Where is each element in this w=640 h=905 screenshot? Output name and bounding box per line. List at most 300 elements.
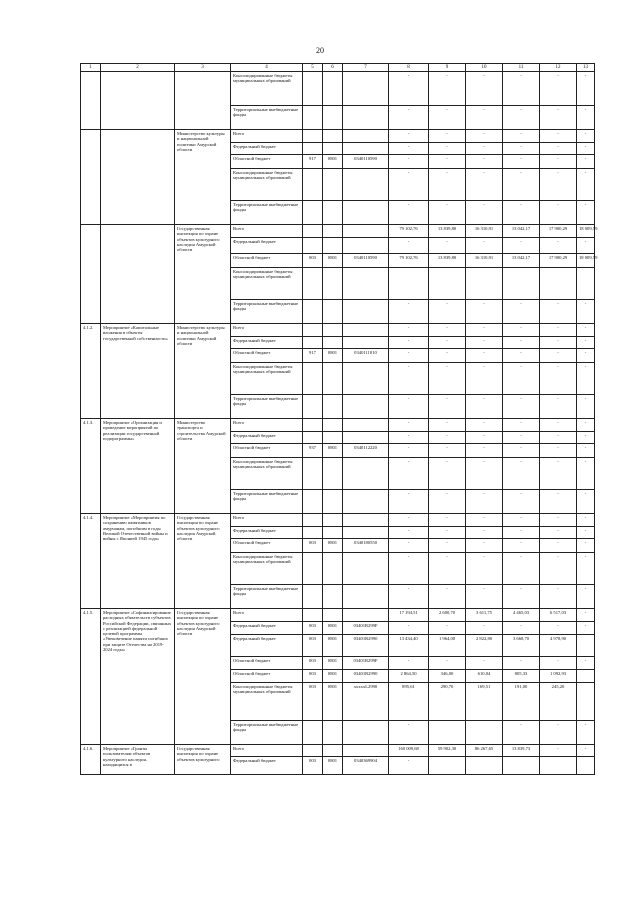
amount-cell: -	[503, 300, 540, 324]
amount-cell: 3 668,70	[503, 635, 540, 657]
amount-cell: -	[429, 527, 466, 539]
budget-table	[80, 63, 598, 775]
amount-cell: -	[389, 757, 429, 775]
amount-cell: 13 839,80	[429, 254, 466, 268]
event-number-cell	[81, 130, 101, 225]
amount-cell: -	[503, 349, 540, 363]
column-header: 1	[81, 64, 101, 72]
budget-code-cell	[343, 337, 389, 349]
amount-cell: -	[503, 458, 540, 490]
column-header: 5	[303, 64, 323, 72]
amount-cell: -	[503, 169, 540, 201]
amount-cell: 18 009,59	[577, 254, 595, 268]
budget-code-cell	[303, 609, 323, 622]
funding-source-label: Всего	[231, 514, 303, 527]
amount-cell: -	[577, 444, 595, 458]
budget-code-cell	[323, 201, 343, 225]
amount-cell: -	[429, 395, 466, 419]
column-header: 8	[389, 64, 429, 72]
amount-cell: -	[429, 419, 466, 432]
funding-source-label: Территориальные внебюджетные фонды	[231, 395, 303, 419]
budget-code-cell	[303, 527, 323, 539]
amount-cell: -	[503, 553, 540, 585]
amount-cell: -	[466, 201, 503, 225]
column-header: 2	[101, 64, 175, 72]
amount-cell: -	[577, 527, 595, 539]
budget-code-cell	[323, 585, 343, 609]
budget-code-cell	[343, 458, 389, 490]
amount-cell: 13 839,73	[503, 745, 540, 757]
event-name-cell: Мероприятие «Гранты пользователям объектов культурного наследия, находящихся в	[101, 745, 175, 775]
amount-cell: -	[577, 419, 595, 432]
budget-code-cell	[323, 72, 343, 106]
funding-source-label: Консолидированные бюджеты муниципальных образований	[231, 363, 303, 395]
funding-source-label: Территориальные внебюджетные фонды	[231, 585, 303, 609]
budget-code-cell	[343, 419, 389, 432]
amount-cell: -	[429, 143, 466, 155]
amount-cell: -	[577, 363, 595, 395]
funding-source-label: Всего	[231, 745, 303, 757]
amount-cell: -	[503, 155, 540, 169]
amount-cell: -	[540, 622, 577, 635]
amount-cell: 79 102,76	[389, 225, 429, 238]
amount-cell: -	[389, 169, 429, 201]
budget-code-cell	[343, 490, 389, 514]
amount-cell: -	[389, 553, 429, 585]
amount-cell: -	[466, 349, 503, 363]
amount-cell: -	[540, 130, 577, 143]
amount-cell: -	[389, 444, 429, 458]
budget-code-cell	[323, 514, 343, 527]
amount-cell: 13 042,17	[503, 254, 540, 268]
amount-cell: -	[466, 363, 503, 395]
amount-cell: 1 092,93	[540, 670, 577, 683]
funding-source-label: Консолидированные бюджеты муниципальных образований	[231, 683, 303, 721]
budget-code-cell	[323, 337, 343, 349]
amount-cell	[577, 683, 595, 721]
amount-cell: -	[577, 324, 595, 337]
funding-source-label: Территориальные внебюджетные фонды	[231, 106, 303, 130]
amount-cell: 17 900,29	[540, 254, 577, 268]
amount-cell: -	[429, 432, 466, 444]
event-name-cell	[101, 130, 175, 225]
amount-cell	[577, 670, 595, 683]
amount-cell	[429, 757, 466, 775]
amount-cell: -	[503, 432, 540, 444]
amount-cell: -	[540, 395, 577, 419]
budget-code-cell	[323, 490, 343, 514]
amount-cell: 3 611,75	[466, 609, 503, 622]
amount-cell: -	[503, 490, 540, 514]
amount-cell: -	[466, 155, 503, 169]
budget-code-cell: 0801	[323, 635, 343, 657]
amount-cell: -	[540, 72, 577, 106]
amount-cell: -	[389, 432, 429, 444]
amount-cell: -	[389, 458, 429, 490]
amount-cell	[577, 268, 595, 300]
amount-cell: -	[429, 539, 466, 553]
amount-cell: -	[389, 585, 429, 609]
amount-cell: -	[540, 337, 577, 349]
amount-cell: -	[540, 363, 577, 395]
amount-cell	[466, 757, 503, 775]
budget-code-cell: xxxxxL2990	[343, 683, 389, 721]
column-header: 3	[175, 64, 231, 72]
amount-cell	[429, 721, 466, 745]
budget-code-cell	[323, 225, 343, 238]
budget-code-cell	[343, 130, 389, 143]
budget-code-cell: 0340369904	[343, 757, 389, 775]
budget-code-cell: 917	[303, 349, 323, 363]
amount-cell: 13 434,40	[389, 635, 429, 657]
amount-cell: -	[503, 419, 540, 432]
amount-cell: 2 600,70	[429, 609, 466, 622]
amount-cell: -	[577, 130, 595, 143]
amount-cell: -	[389, 514, 429, 527]
amount-cell: -	[466, 324, 503, 337]
amount-cell: -	[503, 539, 540, 553]
budget-code-cell	[303, 337, 323, 349]
funding-source-label: Областной бюджет	[231, 254, 303, 268]
amount-cell: -	[503, 72, 540, 106]
amount-cell: -	[389, 72, 429, 106]
amount-cell: -	[429, 553, 466, 585]
amount-cell: 346,00	[429, 670, 466, 683]
budget-code-cell	[343, 395, 389, 419]
budget-code-cell: 0801	[323, 757, 343, 775]
amount-cell: -	[389, 527, 429, 539]
funding-source-label: Консолидированные бюджеты муниципальных образований	[231, 458, 303, 490]
amount-cell: -	[577, 609, 595, 622]
executor-cell: Министерство транспорта и строительства Амурской области	[175, 419, 231, 514]
amount-cell: -	[466, 337, 503, 349]
budget-code-cell: 03401R299F	[343, 622, 389, 635]
amount-cell: -	[389, 419, 429, 432]
amount-cell: -	[540, 490, 577, 514]
table-row	[81, 745, 595, 757]
funding-source-label: Территориальные внебюджетные фонды	[231, 490, 303, 514]
amount-cell: 191,00	[503, 683, 540, 721]
budget-code-cell	[303, 553, 323, 585]
amount-cell: 4 978,90	[540, 635, 577, 657]
amount-cell: -	[503, 395, 540, 419]
budget-code-cell: 003	[303, 539, 323, 553]
amount-cell: -	[577, 337, 595, 349]
amount-cell: -	[540, 585, 577, 609]
budget-code-cell	[343, 432, 389, 444]
funding-source-label: Консолидированные бюджеты муниципальных образований	[231, 268, 303, 300]
budget-code-cell: 03401R299F	[343, 657, 389, 670]
amount-cell: 895,61	[389, 683, 429, 721]
event-number-cell: 4.1.6.	[81, 745, 101, 775]
budget-code-cell: 003	[303, 635, 323, 657]
event-name-cell: Мероприятие «Софинансирование расходных обязательств субъектов Российской Федерации, связанных с реализацией федеральной целевой программы «Увековечение памяти погибших при защите Отечества на 2019-2024 годы»	[101, 609, 175, 745]
amount-cell: -	[577, 553, 595, 585]
column-header: 4	[231, 64, 303, 72]
amount-cell: -	[503, 106, 540, 130]
amount-cell: -	[540, 238, 577, 254]
event-number-cell	[81, 225, 101, 324]
amount-cell	[577, 757, 595, 775]
amount-cell: -	[429, 622, 466, 635]
amount-cell: -	[389, 657, 429, 670]
budget-code-cell: 0801	[323, 683, 343, 721]
amount-cell: -	[389, 721, 429, 745]
amount-cell: -	[466, 585, 503, 609]
amount-cell: -	[540, 201, 577, 225]
event-name-cell: Мероприятие «Капитальные вложения в объекты государственной собственности»	[101, 324, 175, 419]
budget-code-cell	[323, 130, 343, 143]
budget-code-cell: 003	[303, 670, 323, 683]
budget-code-cell: 0801	[323, 254, 343, 268]
amount-cell: -	[466, 395, 503, 419]
amount-cell: 17 900,29	[540, 225, 577, 238]
column-header: 6	[323, 64, 343, 72]
amount-cell: -	[429, 324, 466, 337]
budget-code-cell	[303, 490, 323, 514]
funding-source-label: Областной бюджет	[231, 349, 303, 363]
budget-code-cell	[343, 721, 389, 745]
amount-cell: 169,51	[466, 683, 503, 721]
amount-cell: -	[429, 349, 466, 363]
amount-cell: -	[389, 324, 429, 337]
budget-code-cell: 0801	[323, 155, 343, 169]
budget-code-cell: 0801	[323, 670, 343, 683]
table-row	[81, 72, 595, 106]
budget-code-cell	[343, 745, 389, 757]
event-number-cell: 4.1.4.	[81, 514, 101, 609]
budget-code-cell	[343, 72, 389, 106]
funding-source-label: Федеральный бюджет	[231, 622, 303, 635]
amount-cell: -	[577, 490, 595, 514]
amount-cell: -	[540, 444, 577, 458]
budget-code-cell	[303, 721, 323, 745]
budget-code-cell: 0340110590	[343, 155, 389, 169]
amount-cell: -	[503, 324, 540, 337]
amount-cell: -	[389, 395, 429, 419]
budget-code-cell	[323, 419, 343, 432]
amount-cell: -	[577, 657, 595, 670]
funding-source-label: Консолидированные бюджеты муниципальных образований	[231, 553, 303, 585]
budget-code-cell	[303, 458, 323, 490]
amount-cell	[503, 757, 540, 775]
budget-code-cell	[343, 300, 389, 324]
budget-code-cell	[323, 395, 343, 419]
budget-code-cell	[323, 324, 343, 337]
amount-cell: -	[429, 490, 466, 514]
column-header: 7	[343, 64, 389, 72]
amount-cell: 17 194,51	[389, 609, 429, 622]
amount-cell	[429, 268, 466, 300]
budget-code-cell	[303, 324, 323, 337]
event-name-cell	[101, 225, 175, 324]
budget-code-cell: 03401R2990	[343, 670, 389, 683]
executor-cell: Государственная инспекция по охране объектов культурного наследия Амурской области	[175, 225, 231, 324]
executor-cell: Министерство культуры и национальной политики Амурской области	[175, 130, 231, 225]
amount-cell: -	[429, 657, 466, 670]
column-header: 11	[503, 64, 540, 72]
budget-code-cell	[303, 432, 323, 444]
funding-source-label: Всего	[231, 419, 303, 432]
amount-cell: -	[389, 349, 429, 363]
amount-cell: -	[503, 130, 540, 143]
amount-cell: -	[389, 300, 429, 324]
amount-cell: -	[466, 444, 503, 458]
funding-source-label: Федеральный бюджет	[231, 432, 303, 444]
budget-code-cell	[323, 363, 343, 395]
budget-code-cell	[323, 106, 343, 130]
table-header-row	[81, 64, 595, 72]
amount-cell: -	[466, 553, 503, 585]
amount-cell: -	[466, 106, 503, 130]
table-row	[81, 419, 595, 432]
funding-source-label: Федеральный бюджет	[231, 527, 303, 539]
funding-source-label: Территориальные внебюджетные фонды	[231, 201, 303, 225]
amount-cell: -	[540, 419, 577, 432]
amount-cell: -	[389, 238, 429, 254]
amount-cell: 16 310,91	[466, 225, 503, 238]
amount-cell: -	[540, 721, 577, 745]
amount-cell: -	[540, 745, 577, 757]
funding-source-label: Всего	[231, 130, 303, 143]
budget-code-cell: 0801	[323, 657, 343, 670]
funding-source-label: Всего	[231, 324, 303, 337]
amount-cell	[577, 635, 595, 657]
amount-cell: -	[577, 155, 595, 169]
amount-cell: -	[466, 72, 503, 106]
amount-cell: -	[429, 363, 466, 395]
budget-code-cell	[303, 363, 323, 395]
amount-cell: -	[389, 201, 429, 225]
amount-cell: -	[429, 458, 466, 490]
amount-cell: -	[389, 130, 429, 143]
amount-cell: -	[540, 553, 577, 585]
amount-cell	[466, 268, 503, 300]
budget-code-cell: 0340112220	[343, 444, 389, 458]
amount-cell: -	[429, 514, 466, 527]
funding-source-label: Федеральный бюджет	[231, 337, 303, 349]
amount-cell: 59 902,30	[429, 745, 466, 757]
amount-cell: -	[577, 169, 595, 201]
amount-cell	[540, 757, 577, 775]
amount-cell: -	[577, 349, 595, 363]
amount-cell: -	[577, 514, 595, 527]
event-name-cell: Мероприятие «Мероприятия по сохранению памятников амурчанам, погибшим в годы Великой Отечественной войны и войны с Японией 1945 года»	[101, 514, 175, 609]
amount-cell: 16 310,91	[466, 254, 503, 268]
budget-code-cell: 003	[303, 254, 323, 268]
amount-cell: 79 102,76	[389, 254, 429, 268]
amount-cell: -	[503, 201, 540, 225]
amount-cell: -	[577, 300, 595, 324]
column-header: 10	[466, 64, 503, 72]
column-header: 9	[429, 64, 466, 72]
amount-cell: -	[540, 432, 577, 444]
budget-code-cell	[303, 419, 323, 432]
budget-code-cell	[323, 169, 343, 201]
budget-code-cell	[343, 363, 389, 395]
budget-code-cell	[303, 300, 323, 324]
event-name-cell: Мероприятие «Организация и проведение мероприятий по реализации государственной подпрограммы»	[101, 419, 175, 514]
amount-cell: -	[389, 363, 429, 395]
event-number-cell: 4.1.2.	[81, 324, 101, 419]
amount-cell: -	[466, 300, 503, 324]
budget-code-cell	[303, 130, 323, 143]
amount-cell: -	[577, 201, 595, 225]
budget-code-cell: 003	[303, 683, 323, 721]
amount-cell: -	[540, 349, 577, 363]
budget-code-cell	[323, 745, 343, 757]
amount-cell: -	[577, 106, 595, 130]
funding-source-label: Областной бюджет	[231, 155, 303, 169]
amount-cell: 290,70	[429, 683, 466, 721]
budget-code-cell: 003	[303, 622, 323, 635]
funding-source-label: Областной бюджет	[231, 539, 303, 553]
budget-code-cell	[303, 106, 323, 130]
amount-cell: -	[429, 130, 466, 143]
amount-cell: -	[503, 527, 540, 539]
budget-code-cell: 0340110590	[343, 254, 389, 268]
budget-code-cell: 03401R2990	[343, 635, 389, 657]
amount-cell: -	[577, 72, 595, 106]
amount-cell: -	[503, 444, 540, 458]
budget-code-cell	[303, 395, 323, 419]
budget-code-cell	[343, 585, 389, 609]
funding-source-label: Федеральный бюджет	[231, 238, 303, 254]
amount-cell: -	[577, 432, 595, 444]
amount-cell: -	[466, 514, 503, 527]
table-row	[81, 324, 595, 337]
budget-code-cell	[343, 527, 389, 539]
amount-cell: -	[429, 106, 466, 130]
amount-cell: 13 839,80	[429, 225, 466, 238]
budget-code-cell	[303, 225, 323, 238]
amount-cell: -	[540, 527, 577, 539]
amount-cell: -	[466, 169, 503, 201]
budget-code-cell	[303, 169, 323, 201]
amount-cell: -	[466, 130, 503, 143]
budget-code-cell	[303, 238, 323, 254]
budget-code-cell	[343, 268, 389, 300]
amount-cell: -	[540, 324, 577, 337]
budget-code-cell	[343, 553, 389, 585]
funding-source-label: Консолидированные бюджеты муниципальных образований	[231, 72, 303, 106]
budget-code-cell: 917	[303, 155, 323, 169]
amount-cell: -	[429, 444, 466, 458]
amount-cell: -	[466, 432, 503, 444]
amount-cell: -	[540, 106, 577, 130]
amount-cell: -	[503, 337, 540, 349]
amount-cell: 610,04	[466, 670, 503, 683]
budget-code-cell	[323, 553, 343, 585]
budget-code-cell: 0801	[323, 539, 343, 553]
budget-code-cell	[343, 106, 389, 130]
budget-code-cell: 0340180550	[343, 539, 389, 553]
amount-cell: -	[503, 514, 540, 527]
amount-cell: -	[466, 539, 503, 553]
amount-cell: -	[577, 539, 595, 553]
budget-code-cell	[323, 238, 343, 254]
amount-cell	[389, 268, 429, 300]
amount-cell: -	[503, 363, 540, 395]
table-row	[81, 225, 595, 238]
amount-cell: -	[540, 458, 577, 490]
funding-source-label: Всего	[231, 609, 303, 622]
budget-code-cell	[323, 527, 343, 539]
amount-cell: -	[503, 585, 540, 609]
funding-source-label: Всего	[231, 225, 303, 238]
executor-cell: Государственная инспекция по охране объектов культурного наследия Амурской области	[175, 514, 231, 609]
executor-cell	[175, 72, 231, 130]
